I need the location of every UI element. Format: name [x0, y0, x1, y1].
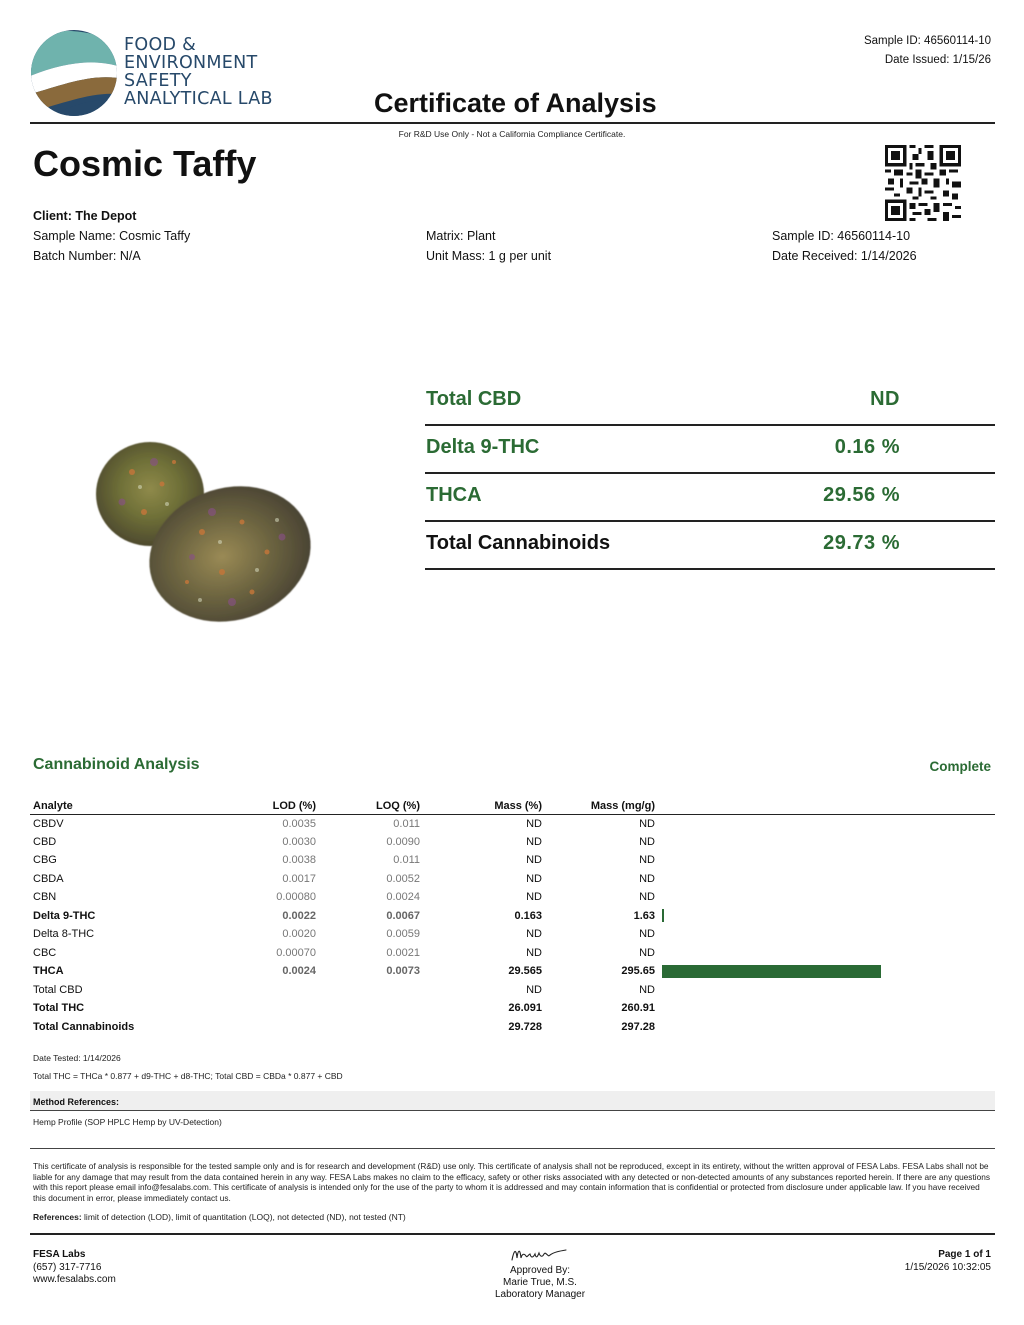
table-row [30, 981, 995, 1000]
footer-page-info [905, 1249, 991, 1274]
loq-cell: 0.011 [393, 817, 420, 830]
matrix-info [426, 226, 551, 266]
mass-pct-cell: ND [526, 891, 542, 904]
references-text: limit of detection (LOD), limit of quantitation (LOQ), not detected (ND), not tested (NT) [84, 1212, 406, 1222]
mass-mg-cell: ND [639, 946, 655, 959]
analyte-cell: Total CBD [33, 983, 83, 996]
analyte-cell: Delta 9-THC [33, 909, 96, 922]
column-header-chart [658, 797, 995, 814]
table-row [30, 944, 995, 963]
loq-cell: 0.0059 [386, 928, 420, 941]
lod-cell: 0.00080 [276, 891, 316, 904]
lod-cell: 0.00070 [276, 946, 316, 959]
mass-mg-cell: ND [639, 891, 655, 904]
approver-title: Laboratory Manager [494, 1289, 586, 1300]
loq-cell: 0.0052 [386, 872, 420, 885]
summary-total-cbd [425, 378, 995, 426]
mass-bar [662, 965, 881, 978]
compliance-note: For R&D Use Only - Not a California Compliance Certificate. [398, 129, 626, 139]
lod-cell: 0.0020 [282, 928, 316, 941]
document-title: Certificate of Analysis [374, 88, 657, 118]
client-name: Client: The Depot [33, 209, 137, 223]
mass-pct-cell: ND [526, 835, 542, 848]
mass-mg-cell: ND [639, 872, 655, 885]
column-header: Mass (%) [423, 797, 545, 814]
approved-by-label: Approved By: [509, 1265, 571, 1276]
table-row [30, 870, 995, 889]
analyte-cell: THCA [33, 965, 64, 978]
company-name: FESA Labs [33, 1249, 86, 1260]
loq-cell: 0.0073 [386, 965, 420, 978]
qr-code-icon[interactable] [885, 145, 961, 221]
page-number: Page 1 of 1 [938, 1249, 991, 1260]
company-phone: (657) 317-7716 [33, 1261, 102, 1273]
sample-name: Sample Name: Cosmic Taffy [33, 229, 191, 243]
batch-number: Batch Number: N/A [33, 249, 141, 263]
total-formula: Total THC = THCa * 0.877 + d9-THC + d8-THC; Total CBD = CBDa * 0.877 + CBD [33, 1071, 343, 1081]
lod-cell: 0.0035 [282, 817, 316, 830]
client-info [33, 206, 190, 266]
lod-cell: 0.0017 [282, 872, 316, 885]
sample-id: Sample ID: 46560114-10 [772, 229, 911, 243]
analyte-cell: CBDV [33, 817, 64, 830]
loq-cell [319, 981, 423, 1000]
mass-mg-cell: 1.63 [633, 909, 655, 922]
logo-line: FOOD & [124, 35, 197, 55]
sample-photo [92, 432, 318, 650]
mass-mg-cell: ND [639, 854, 655, 867]
method-text: Hemp Profile (SOP HPLC Hemp by UV-Detection) [33, 1117, 222, 1127]
mass-pct-cell: 26.091 [508, 1002, 542, 1015]
mass-pct-cell: ND [526, 872, 542, 885]
approval-block [440, 1265, 640, 1301]
analyte-cell: Total Cannabinoids [33, 1020, 135, 1033]
header-meta [864, 32, 991, 70]
mass-pct-cell: ND [526, 817, 542, 830]
product-name: Cosmic Taffy [33, 143, 257, 184]
mass-mg-cell: 295.65 [621, 965, 655, 978]
loq-cell: 0.0024 [386, 891, 420, 904]
footer-divider [30, 1233, 995, 1235]
mass-bar-cell [658, 925, 995, 944]
mass-mg-cell: ND [639, 928, 655, 941]
table-row [30, 851, 995, 870]
summary-value: 29.73 % [823, 532, 900, 554]
mass-pct-cell: ND [526, 946, 542, 959]
header-divider [30, 122, 995, 124]
lab-logo-text [124, 36, 273, 108]
analyte-cell: Delta 8-THC [33, 928, 95, 941]
table-row [30, 962, 995, 981]
date-tested: Date Tested: 1/14/2026 [33, 1053, 121, 1063]
loq-cell: 0.0067 [386, 909, 420, 922]
summary-delta9-thc [425, 426, 995, 474]
mass-bar-cell [658, 814, 995, 833]
lod-cell: 0.0038 [282, 854, 316, 867]
summary-label: Delta 9-THC [426, 436, 540, 458]
unit-mass: Unit Mass: 1 g per unit [426, 249, 552, 263]
analyte-cell: CBD [33, 835, 57, 848]
summary-total-cannabinoids [425, 522, 995, 570]
header-date-issued: Date Issued: 1/15/26 [884, 54, 991, 66]
summary-label: Total CBD [426, 388, 522, 410]
analyte-cell: CBG [33, 854, 57, 867]
mass-pct-cell: 29.565 [508, 965, 542, 978]
report-timestamp: 1/15/2026 10:32:05 [904, 1261, 991, 1273]
table-header-row [30, 797, 995, 814]
column-header: Analyte [30, 797, 235, 814]
lod-cell: 0.0024 [282, 965, 316, 978]
mass-mg-cell: ND [639, 983, 655, 996]
analyte-cell: CBC [33, 946, 57, 959]
summary-label: THCA [426, 484, 482, 506]
mass-bar-cell [658, 999, 995, 1018]
references-label: References: [33, 1212, 82, 1222]
lod-cell [235, 1018, 319, 1037]
mass-pct-cell: ND [526, 854, 542, 867]
analyte-cell: Total THC [33, 1002, 85, 1015]
analysis-title: Cannabinoid Analysis [33, 756, 200, 773]
mass-mg-cell: ND [639, 835, 655, 848]
mass-pct-cell: ND [526, 983, 542, 996]
table-row [30, 1018, 995, 1037]
method-header-bar [30, 1091, 995, 1111]
logo-line: SAFETY [124, 71, 192, 91]
lod-cell: 0.0030 [282, 835, 316, 848]
summary-thca [425, 474, 995, 522]
mass-mg-cell: ND [639, 817, 655, 830]
table-row [30, 907, 995, 926]
company-website[interactable]: www.fesalabs.com [33, 1274, 116, 1285]
date-received: Date Received: 1/14/2026 [772, 249, 917, 263]
mass-mg-cell: 297.28 [621, 1020, 655, 1033]
table-row [30, 999, 995, 1018]
mass-bar-cell [658, 851, 995, 870]
table-row [30, 888, 995, 907]
matrix: Matrix: Plant [426, 229, 496, 243]
cannabinoid-table [30, 797, 995, 1036]
column-header: LOD (%) [235, 797, 319, 814]
footer-company [33, 1249, 116, 1287]
table-row [30, 833, 995, 852]
mass-bar-cell [658, 981, 995, 1000]
loq-cell [319, 1018, 423, 1037]
analyte-cell: CBN [33, 891, 57, 904]
sample-info [772, 226, 917, 266]
summary-value: 0.16 % [834, 436, 900, 458]
method-title: Method References: [33, 1097, 120, 1107]
logo-line: ENVIRONMENT [124, 53, 258, 73]
analysis-status: Complete [929, 759, 991, 774]
logo-line: ANALYTICAL LAB [124, 89, 273, 109]
mass-bar-cell [658, 907, 995, 926]
mass-bar-cell [658, 888, 995, 907]
references [33, 1212, 406, 1222]
header-sample-id: Sample ID: 46560114-10 [863, 35, 991, 47]
disclaimer: This certificate of analysis is responsible for the tested sample only and is for research and development (R&D) use only. This certificate of analysis shall not be reproduced, except in its entirety, without the written approval of FESA Labs. FESA Labs shall not be liable for any damage that may result from the data contained herein in any way. FESA Labs makes no claim to the efficacy, safety or other risks associated with any detected or non-detected amounts of any substances reported herein. If there are any questions with this report please email info@fesalabs.com. This certificate of analysis is intended only for the use of the party to whom it is addressed and may contain information that is confidential or protected from disclosure under applicable law. If you have received this document in error, please immediately contact us. [33, 1161, 990, 1203]
column-header: LOQ (%) [319, 797, 423, 814]
approver-signature [508, 1242, 570, 1266]
mass-bar-cell [658, 962, 995, 981]
mass-mg-cell: 260.91 [621, 1002, 655, 1015]
table-body [30, 814, 995, 1036]
loq-cell: 0.0021 [386, 946, 420, 959]
mass-bar-cell [658, 870, 995, 889]
approver-name: Marie True, M.S. [503, 1277, 577, 1288]
divider [30, 1148, 995, 1149]
analyte-cell: CBDA [33, 872, 64, 885]
loq-cell [319, 999, 423, 1018]
mass-pct-cell: ND [526, 928, 542, 941]
summary-label: Total Cannabinoids [426, 532, 611, 554]
mass-pct-cell: 0.163 [514, 909, 542, 922]
mass-bar-cell [658, 1018, 995, 1037]
mass-bar-cell [658, 944, 995, 963]
table-row [30, 814, 995, 833]
lod-cell [235, 999, 319, 1018]
loq-cell: 0.011 [393, 854, 420, 867]
lod-cell [235, 981, 319, 1000]
mass-pct-cell: 29.728 [508, 1020, 542, 1033]
loq-cell: 0.0090 [386, 835, 420, 848]
mass-bar [662, 909, 664, 922]
column-header: Mass (mg/g) [545, 797, 658, 814]
mass-bar-cell [658, 833, 995, 852]
lod-cell: 0.0022 [282, 909, 316, 922]
summary-value: ND [870, 388, 900, 410]
summary-value: 29.56 % [823, 484, 900, 506]
table-row [30, 925, 995, 944]
